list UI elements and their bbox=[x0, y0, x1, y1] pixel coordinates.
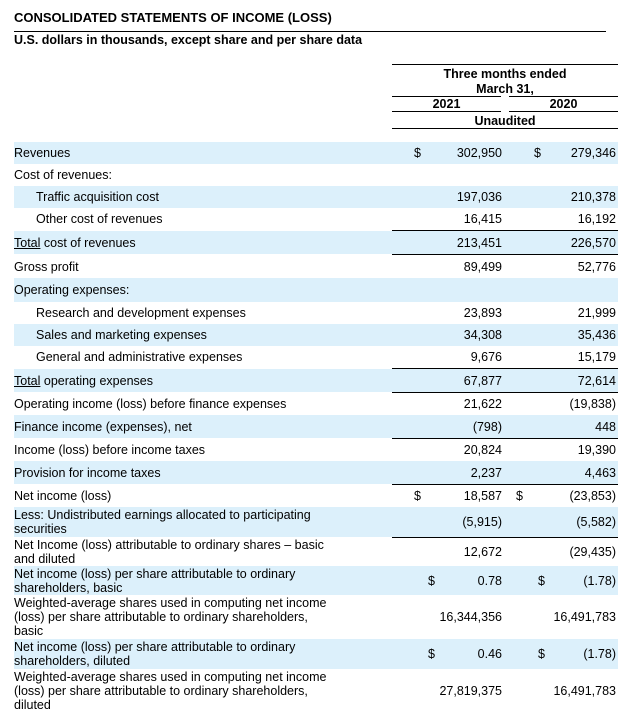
row-eps-basic bbox=[14, 566, 618, 595]
currency-symbol: $ bbox=[428, 573, 435, 588]
row-sales-marketing bbox=[14, 324, 618, 346]
value-2021: 21,622 bbox=[463, 397, 502, 411]
value-2020: (1.78) bbox=[583, 573, 616, 588]
header-rule-year1-bottom bbox=[392, 111, 501, 112]
value-2021: 0.46 bbox=[477, 647, 502, 661]
period-line-1: Three months ended bbox=[443, 67, 567, 81]
row-gross-profit bbox=[14, 255, 618, 278]
value-2020: 16,491,783 bbox=[553, 610, 616, 624]
period-header bbox=[392, 67, 618, 97]
row-label: Provision for income taxes bbox=[14, 465, 161, 480]
row-label: Operating expenses: bbox=[14, 283, 130, 297]
currency-symbol: $ bbox=[538, 647, 545, 661]
row-label: Gross profit bbox=[14, 259, 79, 274]
row-label: Net income (loss) bbox=[14, 489, 112, 503]
value-2020: (23,853) bbox=[569, 489, 616, 503]
row-net-income bbox=[14, 485, 618, 507]
value-2020: 448 bbox=[595, 419, 616, 434]
row-label: Revenues bbox=[14, 146, 71, 160]
value-2021: (5,915) bbox=[462, 515, 502, 529]
row-cost-of-revenues-heading bbox=[14, 164, 618, 186]
value-2021: 16,344,356 bbox=[439, 610, 502, 624]
value-2020: 16,192 bbox=[577, 212, 616, 226]
value-2021: (798) bbox=[472, 419, 502, 434]
row-label: Net Income (loss) attributable to ordinary shares – basic and diluted bbox=[14, 538, 324, 566]
value-2021: 27,819,375 bbox=[439, 684, 502, 698]
value-2020: 19,390 bbox=[577, 443, 616, 457]
header-rule-top bbox=[392, 64, 618, 65]
value-2021: 213,451 bbox=[456, 235, 502, 250]
year-2021-header: 2021 bbox=[432, 97, 461, 111]
row-label-underlined: Total bbox=[14, 235, 41, 250]
row-label: Finance income (expenses), net bbox=[14, 419, 192, 434]
row-label: Weighted-average shares used in computing net income (loss) per share attributable to ordinary shareholders, basic bbox=[14, 596, 327, 638]
row-label: Net income (loss) per share attributable to ordinary shareholders, basic bbox=[14, 566, 296, 595]
currency-symbol: $ bbox=[414, 489, 421, 503]
value-2020: 226,570 bbox=[570, 235, 616, 250]
row-label: Income (loss) before income taxes bbox=[14, 443, 206, 457]
row-income-before-taxes bbox=[14, 439, 618, 461]
value-2021: 67,877 bbox=[463, 373, 502, 388]
title-rule bbox=[14, 31, 606, 32]
value-2020: (19,838) bbox=[569, 397, 616, 411]
unaudited-label: Unaudited bbox=[474, 114, 536, 128]
row-label bbox=[14, 231, 136, 254]
row-label: Operating income (loss) before finance expenses bbox=[14, 397, 287, 411]
row-label: Traffic acquisition cost bbox=[36, 190, 159, 204]
value-2021: 18,587 bbox=[463, 489, 502, 503]
currency-symbol: $ bbox=[428, 647, 435, 661]
row-weighted-shares-basic bbox=[14, 595, 618, 639]
currency-symbol: $ bbox=[414, 146, 421, 160]
value-2020: (5,582) bbox=[576, 515, 616, 529]
value-2021: 0.78 bbox=[477, 573, 502, 588]
row-label: Cost of revenues: bbox=[14, 168, 112, 182]
row-operating-income bbox=[14, 393, 618, 415]
value-2021: 16,415 bbox=[463, 212, 502, 226]
currency-symbol: $ bbox=[534, 146, 541, 160]
row-total-operating-expenses bbox=[14, 369, 618, 392]
statement-title: CONSOLIDATED STATEMENTS OF INCOME (LOSS) bbox=[14, 10, 332, 25]
period-line-2: March 31, bbox=[476, 82, 534, 96]
header-rule-year2-bottom bbox=[509, 111, 618, 112]
currency-symbol: $ bbox=[538, 573, 545, 588]
value-2020: (1.78) bbox=[583, 647, 616, 661]
value-2020: 35,436 bbox=[577, 328, 616, 342]
value-2020: 279,346 bbox=[570, 146, 616, 160]
row-provision-income-taxes bbox=[14, 461, 618, 484]
row-general-administrative bbox=[14, 346, 618, 368]
row-revenues bbox=[14, 142, 618, 164]
row-label: Net income (loss) per share attributable to ordinary shareholders, diluted bbox=[14, 640, 296, 668]
row-finance-income bbox=[14, 415, 618, 438]
value-2020: 21,999 bbox=[577, 306, 616, 320]
row-label-rest: operating expenses bbox=[40, 373, 153, 388]
row-operating-expenses-heading bbox=[14, 278, 618, 302]
row-label: General and administrative expenses bbox=[36, 350, 243, 364]
value-2021: 89,499 bbox=[463, 259, 502, 274]
value-2021: 20,824 bbox=[463, 443, 502, 457]
row-undistributed-earnings bbox=[14, 507, 618, 537]
value-2021: 302,950 bbox=[456, 146, 502, 160]
value-2020: 72,614 bbox=[577, 373, 616, 388]
row-label-underlined: Total bbox=[14, 373, 41, 388]
year-2020-header: 2020 bbox=[549, 97, 578, 111]
row-label: Less: Undistributed earnings allocated to participating securities bbox=[14, 508, 311, 536]
row-traffic-acquisition-cost bbox=[14, 186, 618, 208]
row-label bbox=[14, 369, 153, 392]
value-2020: 4,463 bbox=[584, 465, 616, 480]
header-rule-bottom bbox=[392, 128, 618, 129]
row-weighted-shares-diluted bbox=[14, 669, 618, 713]
row-other-cost-of-revenues bbox=[14, 208, 618, 230]
value-2021: 9,676 bbox=[470, 350, 502, 364]
row-eps-diluted bbox=[14, 639, 618, 669]
row-label: Sales and marketing expenses bbox=[36, 328, 207, 342]
row-total-cost-of-revenues bbox=[14, 231, 618, 254]
value-2020: 52,776 bbox=[577, 259, 616, 274]
currency-symbol: $ bbox=[516, 489, 523, 503]
value-2021: 197,036 bbox=[456, 190, 502, 204]
row-research-development bbox=[14, 302, 618, 324]
value-2020: 15,179 bbox=[577, 350, 616, 364]
value-2020: (29,435) bbox=[569, 545, 616, 559]
row-label: Weighted-average shares used in computing net income (loss) per share attributable to ordinary shareholders, diluted bbox=[14, 670, 327, 712]
value-2021: 23,893 bbox=[463, 306, 502, 320]
value-2021: 12,672 bbox=[463, 545, 502, 559]
value-2020: 16,491,783 bbox=[553, 684, 616, 698]
row-net-income-ordinary-shares bbox=[14, 538, 618, 566]
value-2021: 34,308 bbox=[463, 328, 502, 342]
value-2020: 210,378 bbox=[570, 190, 616, 204]
row-label: Research and development expenses bbox=[36, 306, 246, 320]
row-label-rest: cost of revenues bbox=[40, 235, 136, 250]
statement-subtitle: U.S. dollars in thousands, except share and per share data bbox=[14, 33, 363, 47]
row-label: Other cost of revenues bbox=[36, 212, 163, 226]
value-2021: 2,237 bbox=[470, 465, 502, 480]
